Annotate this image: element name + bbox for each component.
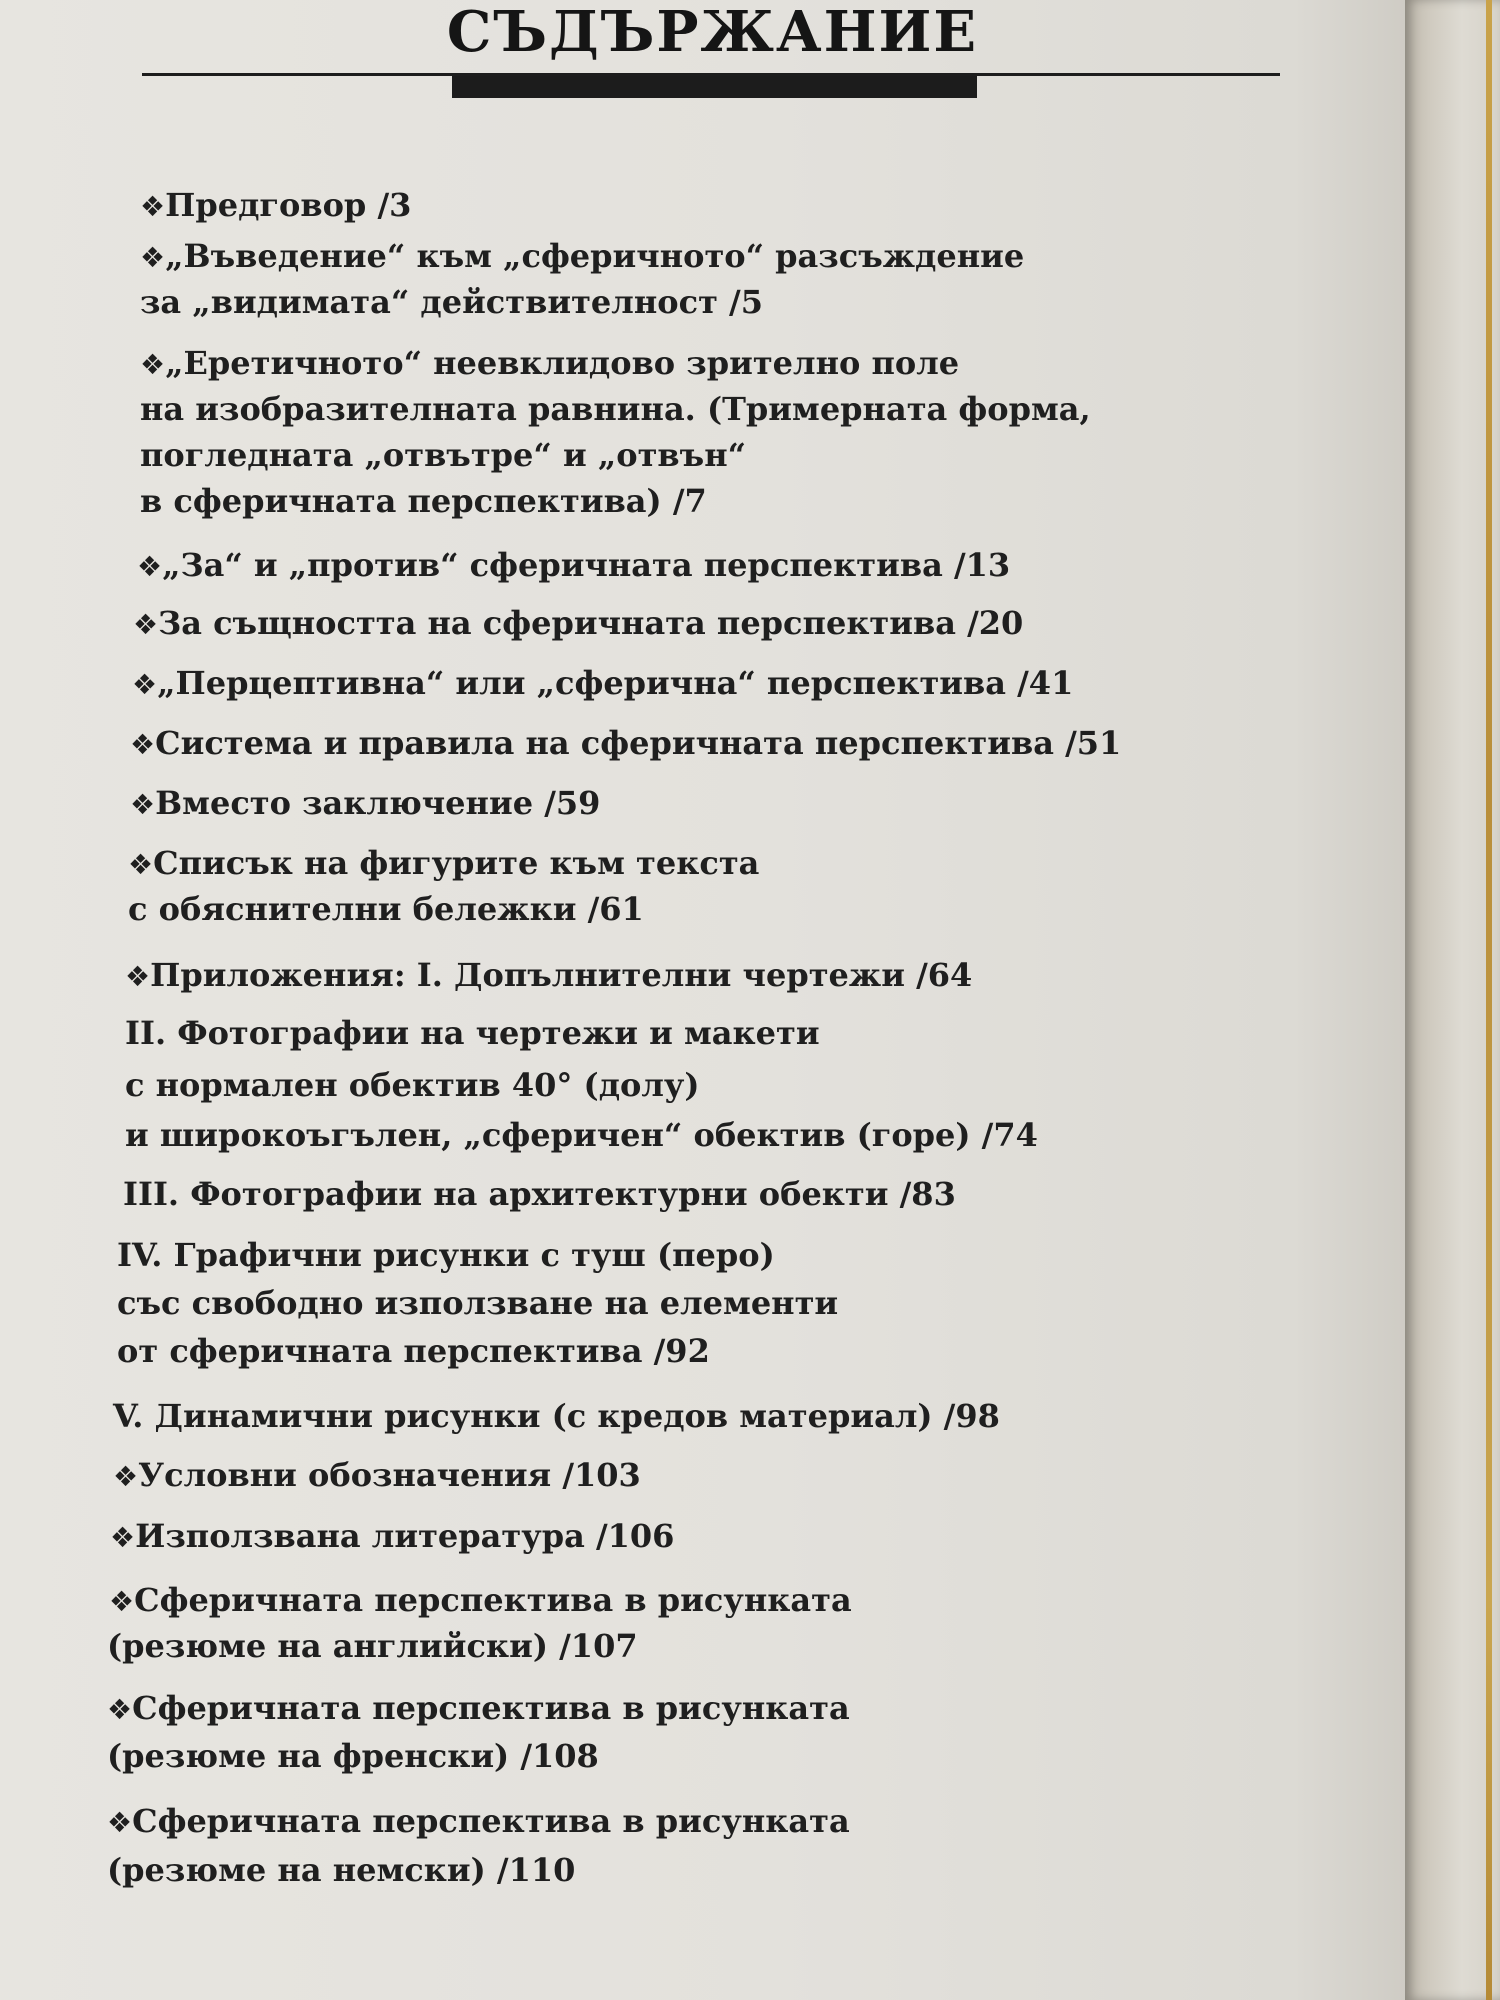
toc-entry (125, 1013, 820, 1053)
toc-entry (107, 1688, 850, 1730)
toc-entry-text: Приложения: I. Допълнителни чертежи /64 (150, 956, 973, 994)
toc-entry-text: (резюме на английски) /107 (107, 1627, 638, 1665)
toc-entry-text: (резюме на немски) /110 (107, 1851, 576, 1889)
toc-entry-text: Сферичната перспектива в рисунката (132, 1689, 850, 1727)
toc-entry (140, 282, 763, 322)
toc-entry (140, 236, 1024, 278)
diamond-bullet-icon: ❖ (109, 1585, 135, 1618)
toc-entry (140, 481, 707, 521)
toc-entry (110, 1516, 674, 1558)
toc-entry-text: За същността на сферичната перспектива /20 (158, 604, 1024, 642)
diamond-bullet-icon: ❖ (132, 668, 158, 701)
page-title: СЪДЪРЖАНИЕ (446, 0, 979, 65)
toc-entry-text: „Въведение“ към „сферичното“ разсъждение (165, 237, 1025, 275)
toc-entry-text: със свободно използване на елементи (117, 1284, 839, 1322)
toc-entry-text: III. Фотографии на архитектурни обекти /83 (123, 1175, 956, 1213)
toc-entry (133, 603, 1023, 645)
toc-entry-text: Списък на фигурите към текста (153, 844, 760, 882)
toc-entry (107, 1736, 599, 1776)
gilded-page-edge (1486, 0, 1492, 2000)
toc-entry-text: V. Динамични рисунки (с кредов материал) /98 (113, 1397, 1000, 1435)
toc-entry (137, 545, 1010, 587)
toc-entry-text: IV. Графични рисунки с туш (перо) (117, 1236, 775, 1274)
diamond-bullet-icon: ❖ (107, 1806, 133, 1839)
diamond-bullet-icon: ❖ (110, 1521, 136, 1554)
toc-entry-text: Вместо заключение /59 (155, 784, 601, 822)
diamond-bullet-icon: ❖ (130, 788, 156, 821)
toc-entry-text: Сферичната перспектива в рисунката (134, 1581, 852, 1619)
diamond-bullet-icon: ❖ (133, 608, 159, 641)
toc-entry-text: с нормален обектив 40° (долу) (125, 1066, 700, 1104)
toc-entry-text: (резюме на френски) /108 (107, 1737, 599, 1775)
toc-entry (117, 1331, 710, 1371)
toc-entry (107, 1850, 575, 1890)
toc-entry-text: „За“ и „против“ сферичната перспектива /13 (162, 546, 1011, 584)
toc-entry (130, 783, 600, 825)
toc-entry (128, 843, 759, 885)
diamond-bullet-icon: ❖ (130, 728, 156, 761)
diamond-bullet-icon: ❖ (140, 190, 166, 223)
toc-entry-text: за „видимата“ действителност /5 (140, 283, 763, 321)
toc-entry-text: в сферичната перспектива) /7 (140, 482, 707, 520)
toc-entry-text: и широкоъгълен, „сферичен“ обектив (горе) /74 (125, 1116, 1038, 1154)
toc-entry-text: от сферичната перспектива /92 (117, 1332, 710, 1370)
toc-entry-text: Използвана литература /106 (135, 1517, 675, 1555)
toc-entry-text: „Перцептивна“ или „сферична“ перспектива /41 (157, 664, 1074, 702)
toc-entry (140, 389, 1091, 429)
toc-entry-text: Условни обозначения /103 (138, 1456, 641, 1494)
toc-entry (113, 1396, 1000, 1436)
toc-entry (107, 1801, 850, 1843)
toc-entry (117, 1235, 775, 1275)
toc-entry (130, 723, 1121, 765)
diamond-bullet-icon: ❖ (140, 348, 166, 381)
toc-entry-text: II. Фотографии на чертежи и макети (125, 1014, 820, 1052)
toc-entry-text: погледната „отвътре“ и „отвън“ (140, 436, 747, 474)
toc-entry (125, 1065, 700, 1105)
toc-entry-text: Сферичната перспектива в рисунката (132, 1802, 850, 1840)
toc-entry (140, 435, 746, 475)
book-gutter (1405, 0, 1500, 2000)
toc-entry-text: Система и правила на сферичната перспектива /51 (155, 724, 1122, 762)
toc-entry (109, 1580, 852, 1622)
toc-entry-text: с обяснителни бележки /61 (128, 890, 644, 928)
toc-entry (125, 1115, 1038, 1155)
toc-entry (140, 343, 959, 385)
toc-entry (140, 185, 411, 227)
toc-entry-text: „Еретичното“ неевклидово зрително поле (165, 344, 960, 382)
diamond-bullet-icon: ❖ (125, 960, 151, 993)
toc-entry (107, 1626, 638, 1666)
diamond-bullet-icon: ❖ (140, 241, 166, 274)
diamond-bullet-icon: ❖ (113, 1460, 139, 1493)
toc-entry-text: на изобразителната равнина. (Тримерната форма, (140, 390, 1091, 428)
toc-entry (125, 955, 972, 997)
diamond-bullet-icon: ❖ (137, 550, 163, 583)
toc-entry (132, 663, 1073, 705)
toc-entry (113, 1455, 641, 1497)
toc-entry (128, 889, 644, 929)
diamond-bullet-icon: ❖ (128, 848, 154, 881)
toc-entry (123, 1174, 956, 1214)
toc-entry-text: Предговор /3 (165, 186, 412, 224)
toc-entry (117, 1283, 838, 1323)
diamond-bullet-icon: ❖ (107, 1693, 133, 1726)
